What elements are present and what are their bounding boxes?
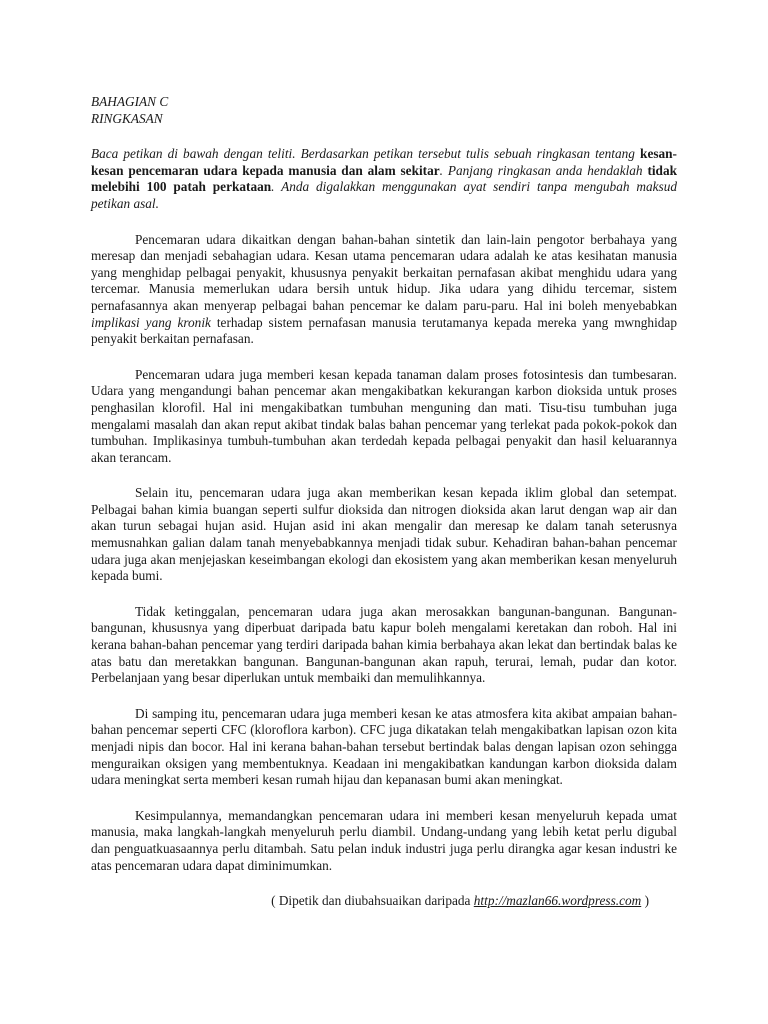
instructions-part2: . Panjang ringkasan anda hendaklah — [439, 162, 643, 178]
source-link[interactable]: http://mazlan66.wordpress.com — [473, 893, 642, 909]
paragraph-2: Pencemaran udara juga memberi kesan kepada tanaman dalam proses fotosintesis dan tumbesaran. Udara yang mengandungi bahan pencemar akan mengakibatkan kekurangan karbon dioksida untuk proses penghasilan klorofil. Hal ini mengakibatkan tumbuhan menguning dan mati. Tisu-tisu tumbuhan juga mengalami masalah dan akan reput akibat tindak balas bahan pencemar yang terlekat pada pokok-pokok dan tumbuhan. Implikasinya tumbuh-tumbuhan akan terdedah kepada pelbagai penyakit dan hasil keluarannya akan terancam. — [91, 366, 677, 465]
paragraph-1-text-a: Pencemaran udara dikaitkan dengan bahan-bahan sintetik dan lain-lain pengotor berbahaya yang meresap dan menjadi sebahagian udara. Kesan utama pencemaran udara adalah ke atas kesihatan manusia yang menghidap pelbagai penyakit, khususnya penyakit berkaitan pernafasan akibat menghidu udara yang tercemar. Manusia memerlukan udara bersih untuk hidup. Jika udara yang dihidu tercemar, sistem pernafasannya akan menyerap pelbagai bahan pencemar ke dalam paru-paru. Hal ini boleh menyebabkan — [91, 231, 677, 313]
source-suffix: ) — [644, 893, 649, 909]
instructions-part1: Baca petikan di bawah dengan teliti. Berdasarkan petikan tersebut tulis sebuah ringkasan tentang — [91, 146, 635, 162]
paragraph-1 — [91, 232, 677, 348]
document-content — [91, 94, 677, 910]
instructions-part3: . Anda digalakkan menggunakan ayat sendiri tanpa mengubah maksud petikan asal. — [91, 179, 677, 211]
paragraph-6: Kesimpulannya, memandangkan pencemaran udara ini memberi kesan menyeluruh kepada umat manusia, maka langkah-langkah menyeluruh perlu diambil. Undang-undang yang lebih ketat perlu digubal dan penguatkuasaannya perlu ditambah. Satu pelan induk industri juga perlu dirangka agar kesan industri ke atas pencemaran udara dapat diminimumkan. — [91, 807, 677, 873]
instructions — [91, 146, 677, 212]
section-title: RINGKASAN — [91, 110, 163, 126]
paragraph-1-text-b: terhadap sistem pernafasan manusia terutamanya kepada mereka yang mwnghidap penyakit berkaitan pernafasan. — [91, 314, 677, 347]
paragraph-5: Di samping itu, pencemaran udara juga memberi kesan ke atas atmosfera kita akibat ampaian bahan-bahan pencemar seperti CFC (kloroflora karbon). CFC juga dikatakan telah mengakibatkan lapisan ozon kita menjadi nipis dan bocor. Hal ini kerana bahan-bahan tersebut bertindak balas dengan lapisan ozon sehingga menguraikan oksigen yang membentuknya. Keadaan ini mengakibatkan kandungan karbon dioksida dalam udara meningkat serta memberi kesan rumah hijau dan kepanasan bumi akan meningkat. — [91, 705, 677, 788]
paragraph-1-italic: implikasi yang kronik — [91, 314, 211, 330]
source-prefix: ( Dipetik dan diubahsuaikan daripada — [271, 893, 471, 909]
source-citation — [91, 893, 677, 910]
section-heading — [91, 94, 677, 127]
instructions-word-limit: tidak melebihi 100 patah perkataan — [91, 162, 677, 195]
instructions-topic: kesan-kesan pencemaran udara kepada manusia dan alam sekitar — [91, 146, 677, 178]
section-label: BAHAGIAN C — [91, 94, 169, 109]
paragraph-4: Tidak ketinggalan, pencemaran udara juga akan merosakkan bangunan-bangunan. Bangunan-bangunan, khususnya yang diperbuat daripada batu kapur boleh mengalami keretakan dan roboh. Hal ini kerana bahan-bahan pencemar yang terdiri daripada bahan kimia berbahaya akan lekat dan bertindak balas ke atas batu dan meretakkan bangunan. Bangunan-bangunan akan rapuh, terurai, lemah, pudar dan kotor. Perbelanjaan yang besar diperlukan untuk membaiki dan memulihkannya. — [91, 603, 677, 686]
paragraph-3: Selain itu, pencemaran udara juga akan memberikan kesan kepada iklim global dan setempat. Pelbagai bahan kimia buangan seperti sulfur dioksida dan nitrogen dioksida akan larut dengan wap air dan akan turun sebagai hujan asid. Hujan asid ini akan mengalir dan meresap ke dalam tanah seterusnya memusnahkan galian dalam tanah menyebabkannya menjadi tidak subur. Kehadiran bahan-bahan pencemar udara juga akan menjejaskan keseimbangan ekologi dan ekosistem yang akan memberikan kesan menyeluruh kepada bumi. — [91, 485, 677, 584]
